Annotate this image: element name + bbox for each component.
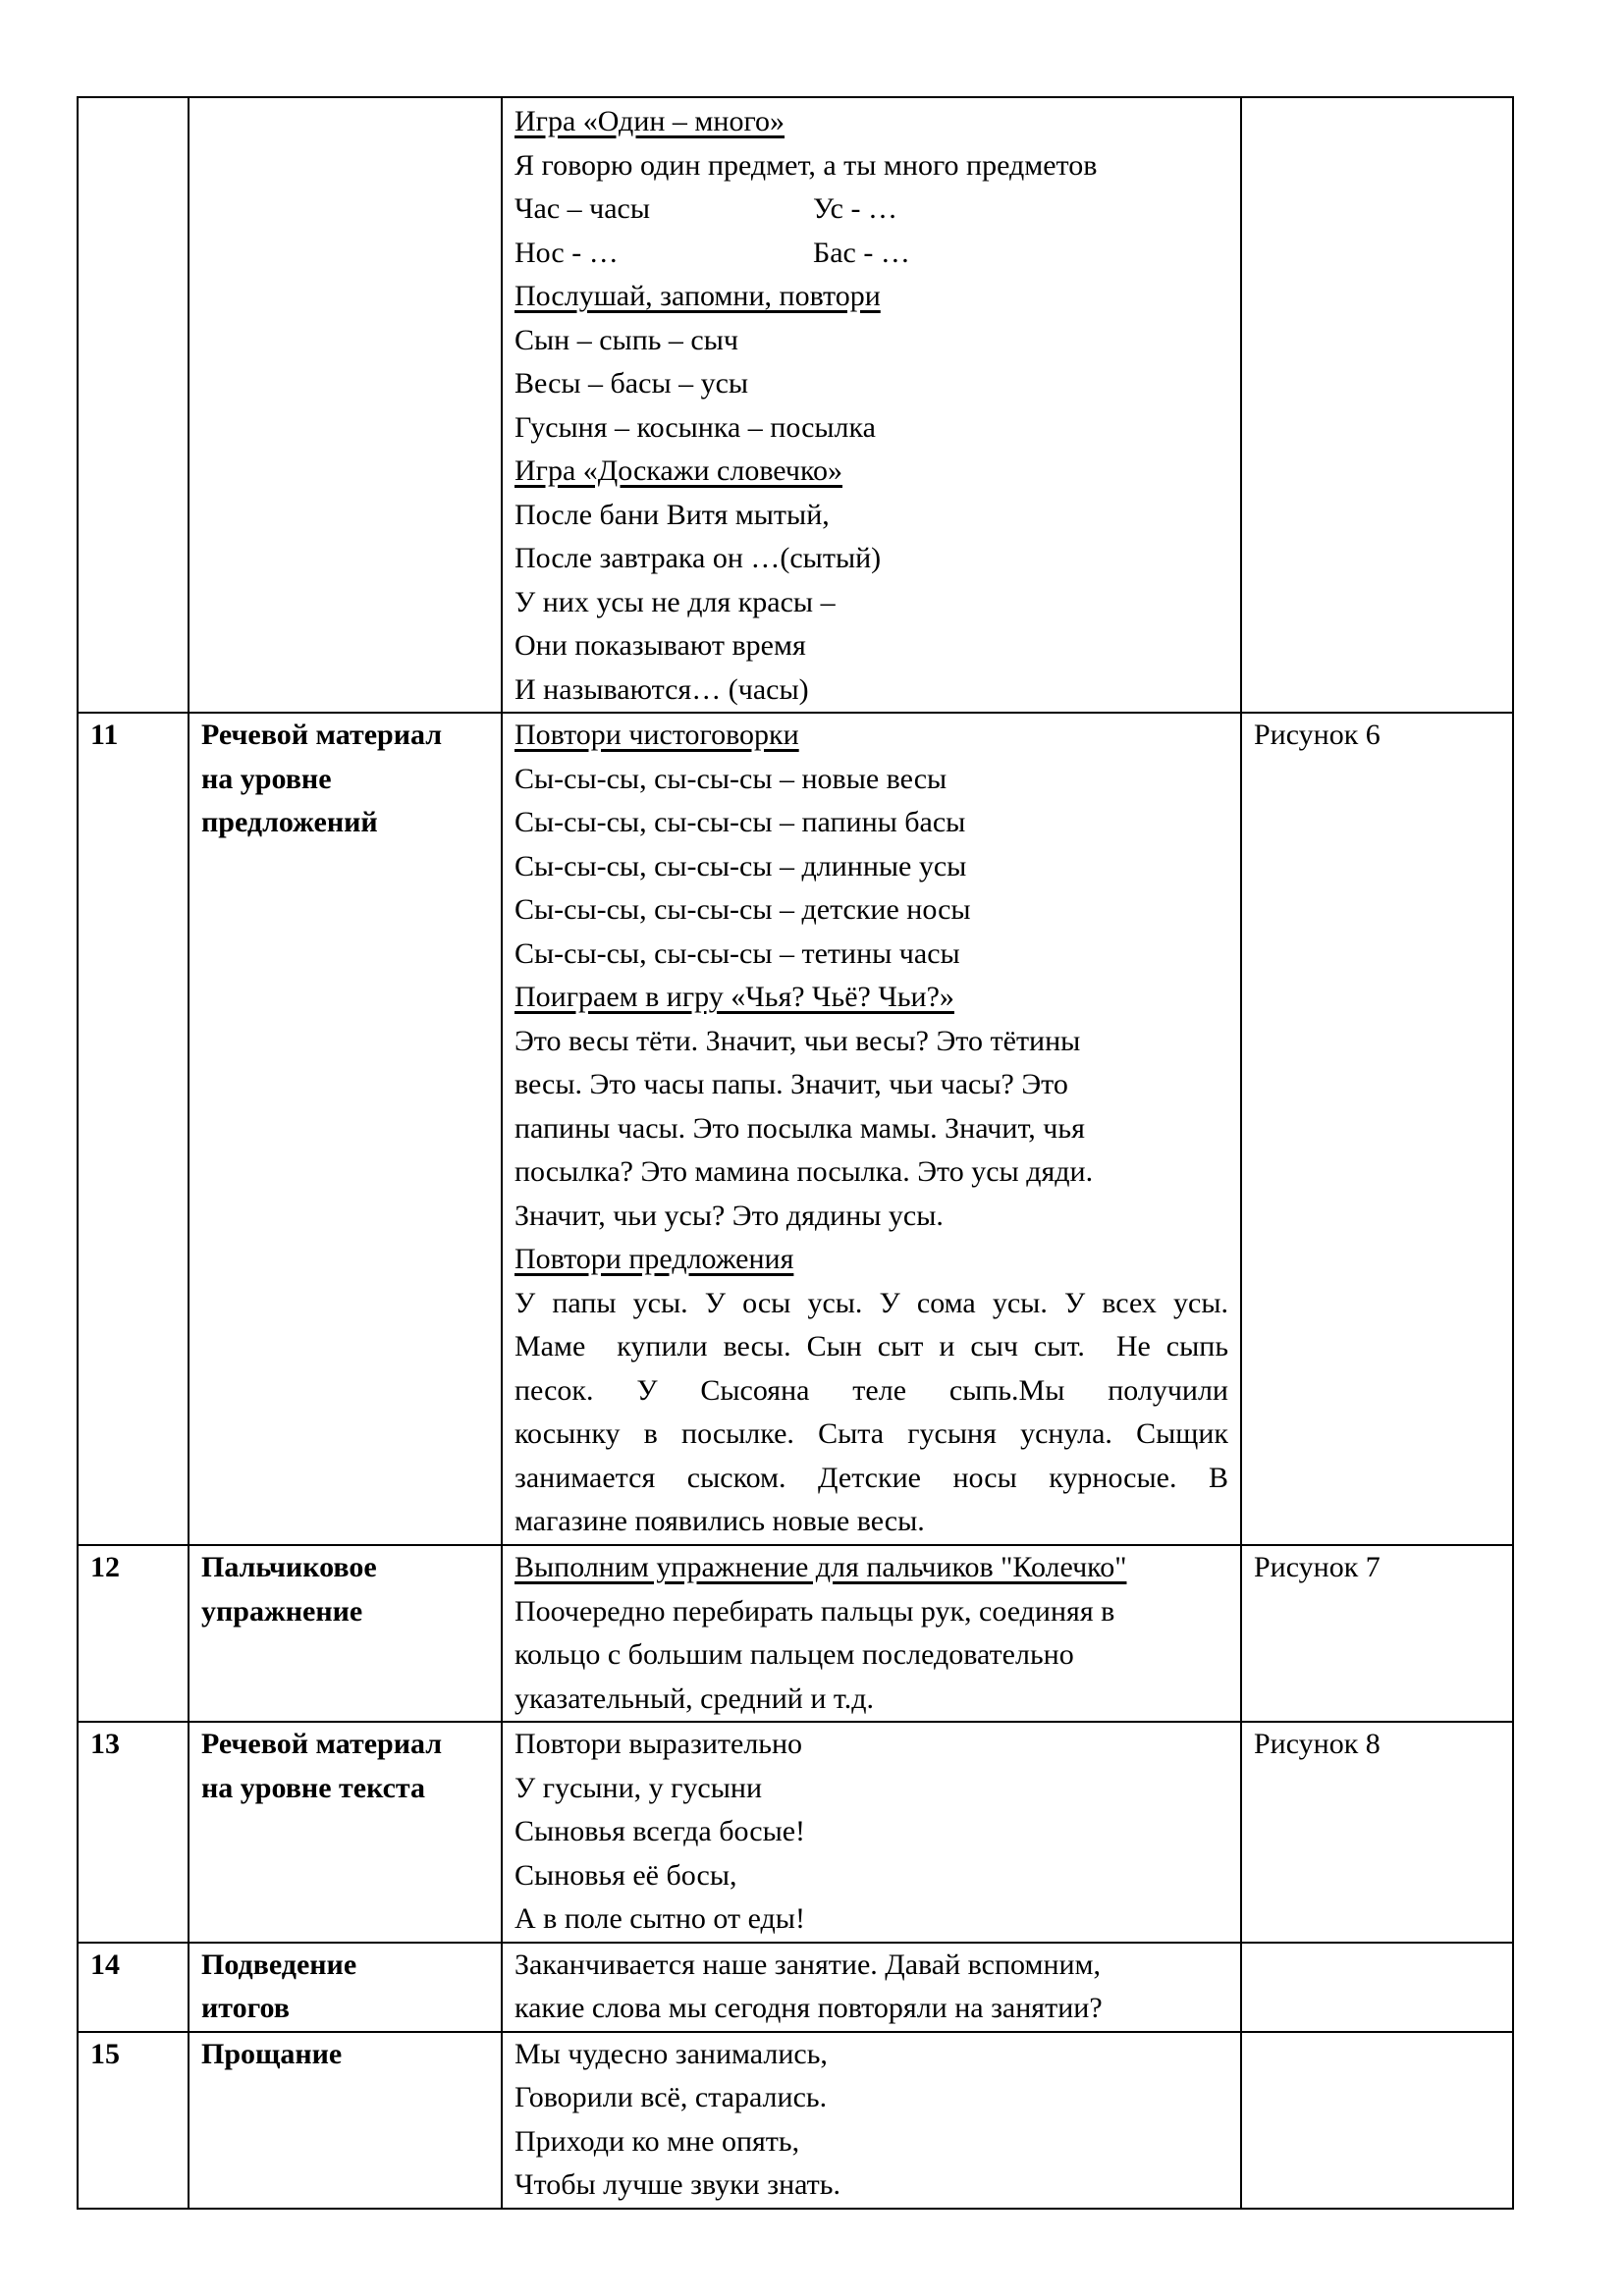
- word-pair-line: [514, 187, 1228, 232]
- row-number-cell: 15: [78, 2032, 189, 2209]
- word-pair-left: Нос - …: [514, 236, 619, 269]
- stage-title-line: Пальчиковое: [201, 1551, 377, 1583]
- stage-title-line: предложений: [201, 806, 378, 838]
- content-line: Говорили всё, старались.: [514, 2081, 828, 2113]
- content-line: Сыновья всегда босые!: [514, 1815, 806, 1847]
- stage-title-line: Подведение: [201, 1948, 357, 1981]
- exercise-title: Игра «Один – много»: [514, 105, 785, 137]
- content-line: указательный, средний и т.д.: [514, 1682, 875, 1715]
- row-number-cell: 13: [78, 1722, 189, 1943]
- content-line: Повтори выразительно: [514, 1728, 803, 1760]
- table-row: [78, 97, 1513, 713]
- content-line: Чтобы лучше звуки знать.: [514, 2168, 840, 2201]
- content-line: Гусыня – косынка – посылка: [514, 410, 876, 444]
- picture-cell: [1241, 2032, 1513, 2209]
- content-line: какие слова мы сегодня повторяли на занятии?: [514, 1992, 1103, 2024]
- picture-cell: [1241, 713, 1513, 1545]
- content-line: А в поле сытно от еды!: [514, 1902, 805, 1935]
- stage-cell: [189, 1545, 502, 1722]
- content-line: Заканчивается наше занятие. Давай вспомним,: [514, 1948, 1102, 1981]
- content-cell: [502, 2032, 1241, 2209]
- stage-title-line: на уровне: [201, 762, 332, 795]
- content-line: занимается сыском. Детские носы курносые. В: [514, 1461, 1228, 1494]
- content-line: магазине появились новые весы.: [514, 1505, 925, 1537]
- row-number-cell: [78, 97, 189, 713]
- exercise-title: Повтори предложения: [514, 1243, 794, 1275]
- content-line: У них усы не для красы –: [514, 585, 836, 618]
- table-row: [78, 2032, 1513, 2209]
- exercise-title: Повтори чистоговорки: [514, 719, 799, 751]
- content-line: Я говорю один предмет, а ты много предметов: [514, 148, 1098, 182]
- content-line: весы. Это часы папы. Значит, чьи часы? Это: [514, 1068, 1068, 1100]
- word-pair-left: Час – часы: [514, 192, 651, 225]
- stage-title-line: на уровне текста: [201, 1771, 426, 1804]
- content-line: кольцо с большим пальцем последовательно: [514, 1638, 1074, 1671]
- content-line: косынку в посылке. Сыта гусыня уснула. Сыщик: [514, 1417, 1228, 1450]
- content-line: У папы усы. У осы усы. У сома усы. У всех усы.: [514, 1286, 1228, 1319]
- content-line: И называются… (часы): [514, 672, 809, 706]
- content-line: Мы чудесно занимались,: [514, 2037, 828, 2070]
- exercise-title: Выполним упражнение для пальчиков "Колечко": [514, 1551, 1127, 1583]
- content-line: Сыновья её босы,: [514, 1858, 737, 1892]
- exercise-title: Поиграем в игру «Чья? Чьё? Чьи?»: [514, 981, 954, 1013]
- row-number-cell: 12: [78, 1545, 189, 1722]
- content-line: Приходи ко мне опять,: [514, 2124, 800, 2158]
- picture-cell: [1241, 97, 1513, 713]
- content-line: У гусыни, у гусыни: [514, 1771, 763, 1804]
- content-line: Сын – сыпь – сыч: [514, 323, 738, 356]
- content-cell: [502, 1545, 1241, 1722]
- content-cell: [502, 713, 1241, 1545]
- row-number-cell: 11: [78, 713, 189, 1545]
- content-cell: [502, 97, 1241, 713]
- content-line: Они показывают время: [514, 629, 806, 662]
- content-line: Сы-сы-сы, сы-сы-сы – новые весы: [514, 762, 947, 795]
- picture-reference: Рисунок 7: [1254, 1551, 1380, 1583]
- content-line: После завтрака он …(сытый): [514, 542, 882, 574]
- content-line: Сы-сы-сы, сы-сы-сы – детские носы: [514, 893, 971, 926]
- stage-cell: [189, 2032, 502, 2209]
- content-line: папины часы. Это посылка мамы. Значит, чья: [514, 1111, 1085, 1145]
- stage-cell: [189, 1722, 502, 1943]
- stage-title-line: Речевой материал: [201, 719, 443, 751]
- content-line: Сы-сы-сы, сы-сы-сы – папины басы: [514, 806, 966, 838]
- content-line: Сы-сы-сы, сы-сы-сы – длинные усы: [514, 849, 967, 882]
- stage-cell: [189, 713, 502, 1545]
- content-line: Поочередно перебирать пальцы рук, соединяя в: [514, 1594, 1115, 1628]
- content-line: Сы-сы-сы, сы-сы-сы – тетины часы: [514, 936, 960, 970]
- table-row: [78, 1545, 1513, 1722]
- picture-reference: Рисунок 8: [1254, 1728, 1380, 1760]
- content-cell: [502, 1943, 1241, 2032]
- word-pair-line: [514, 232, 1228, 276]
- content-line: Это весы тёти. Значит, чьи весы? Это тётины: [514, 1024, 1081, 1057]
- picture-reference: Рисунок 6: [1254, 719, 1380, 751]
- stage-cell: [189, 1943, 502, 2032]
- stage-title-line: упражнение: [201, 1594, 363, 1628]
- stage-title-line: итогов: [201, 1992, 290, 2024]
- stage-title-line: Прощание: [201, 2037, 343, 2070]
- picture-cell: [1241, 1943, 1513, 2032]
- picture-cell: [1241, 1722, 1513, 1943]
- row-number-cell: 14: [78, 1943, 189, 2032]
- stage-title-line: Речевой материал: [201, 1728, 443, 1760]
- word-pair-right: Бас - …: [813, 236, 910, 269]
- word-pair-right: Ус - …: [813, 192, 897, 225]
- content-line: Маме купили весы. Сын сыт и сыч сыт. Не сыпь: [514, 1330, 1228, 1362]
- exercise-title: Послушай, запомни, повтори: [514, 280, 881, 312]
- content-line: Значит, чьи усы? Это дядины усы.: [514, 1199, 944, 1232]
- table-row: [78, 1943, 1513, 2032]
- content-cell: [502, 1722, 1241, 1943]
- stage-cell: [189, 97, 502, 713]
- exercise-title: Игра «Доскажи словечко»: [514, 454, 843, 487]
- content-line: Весы – басы – усы: [514, 367, 749, 400]
- content-line: посылка? Это мамина посылка. Это усы дяди.: [514, 1155, 1094, 1188]
- table-row: [78, 713, 1513, 1545]
- picture-cell: [1241, 1545, 1513, 1722]
- content-line: После бани Витя мытый,: [514, 498, 830, 531]
- content-line: песок. У Сысояна теле сыпь.Мы получили: [514, 1373, 1228, 1407]
- lesson-plan-table: [77, 96, 1514, 2210]
- table-row: [78, 1722, 1513, 1943]
